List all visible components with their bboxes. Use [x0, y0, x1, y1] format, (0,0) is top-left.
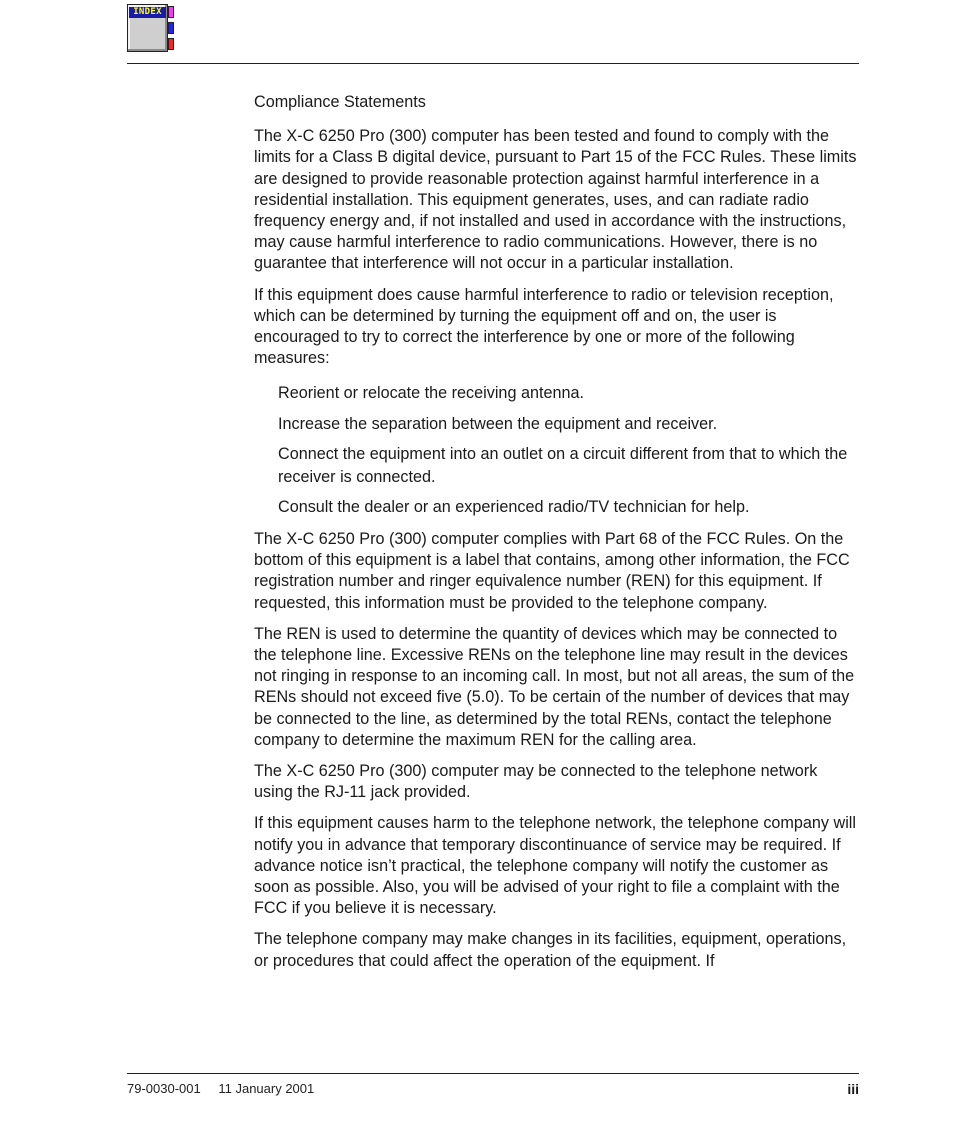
index-button-label: INDEX [129, 7, 166, 18]
index-tab-magenta [168, 6, 174, 18]
index-tab-red [168, 38, 174, 50]
paragraph-interference-measures: If this equipment does cause harmful interference to radio or television reception, which can be determined by turning the equipment off and on, the user is encouraged to try to correct the interference by one or more of the following measures: [254, 285, 834, 368]
paragraph-network-harm: If this equipment causes harm to the telephone network, the telephone company will notify you in advance that temporary discontinuance of service may be required. If advance notice isn’t practical, the telephone company will notify the customer as soon as possible. Also, you will be advised of your right to file a complaint with the FCC if you believe it is necessary. [254, 814, 856, 918]
list-item: Increase the separation between the equipment and receiver. [278, 414, 718, 433]
index-tab-blue [168, 22, 174, 34]
footer-date: 11 January 2001 [218, 1081, 315, 1096]
footer-page-number: iii [847, 1081, 859, 1097]
paragraph-fcc-part68: The X-C 6250 Pro (300) computer complies with Part 68 of the FCC Rules. On the bottom of this equipment is a label that contains, among other information, the FCC registration number and ringer equivalence number (REN) for this equipment. If requested, this information must be provided to the telephone company. [254, 529, 850, 612]
section-heading: Compliance Statements [254, 93, 426, 111]
paragraph-rj11: The X-C 6250 Pro (300) computer may be connected to the telephone network using the RJ-11 jack provided. [254, 761, 818, 802]
list-item: Connect the equipment into an outlet on a circuit different from that to which the receiver is connected. [278, 445, 848, 486]
footer-doc-number: 79-0030-001 [127, 1081, 201, 1096]
document-body [254, 92, 860, 982]
header-rule [127, 63, 859, 64]
index-button[interactable] [127, 4, 177, 54]
paragraph-ren: The REN is used to determine the quantity of devices which may be connected to the telephone line. Excessive RENs on the telephone line may result in the devices not ringing in response to an incoming call. In most, but not all areas, the sum of the RENs should not exceed five (5.0). To be certain of the number of devices that may be connected to the line, as determined by the total RENs, contact the telephone company to determine the maximum REN for the calling area. [254, 624, 855, 749]
paragraph-fcc-part15: The X-C 6250 Pro (300) computer has been tested and found to comply with the limits for a Class B digital device, pursuant to Part 15 of the FCC Rules. These limits are designed to provide reasonable protection against harmful interference in a residential installation. This equipment generates, uses, and can radiate radio frequency energy and, if not installed and used in accordance with the instructions, may cause harmful interference to radio communications. However, there is no guarantee that interference will not occur in a particular installation. [254, 127, 857, 273]
measures-list [254, 382, 860, 519]
footer-doc-info [127, 1080, 314, 1098]
list-item: Consult the dealer or an experienced radio/TV technician for help. [278, 498, 750, 517]
footer-rule [127, 1073, 859, 1074]
paragraph-telco-changes: The telephone company may make changes in its facilities, equipment, operations, or procedures that could affect the operation of the equipment. If [254, 930, 847, 970]
list-item: Reorient or relocate the receiving antenna. [278, 384, 584, 403]
index-icon [127, 4, 168, 52]
